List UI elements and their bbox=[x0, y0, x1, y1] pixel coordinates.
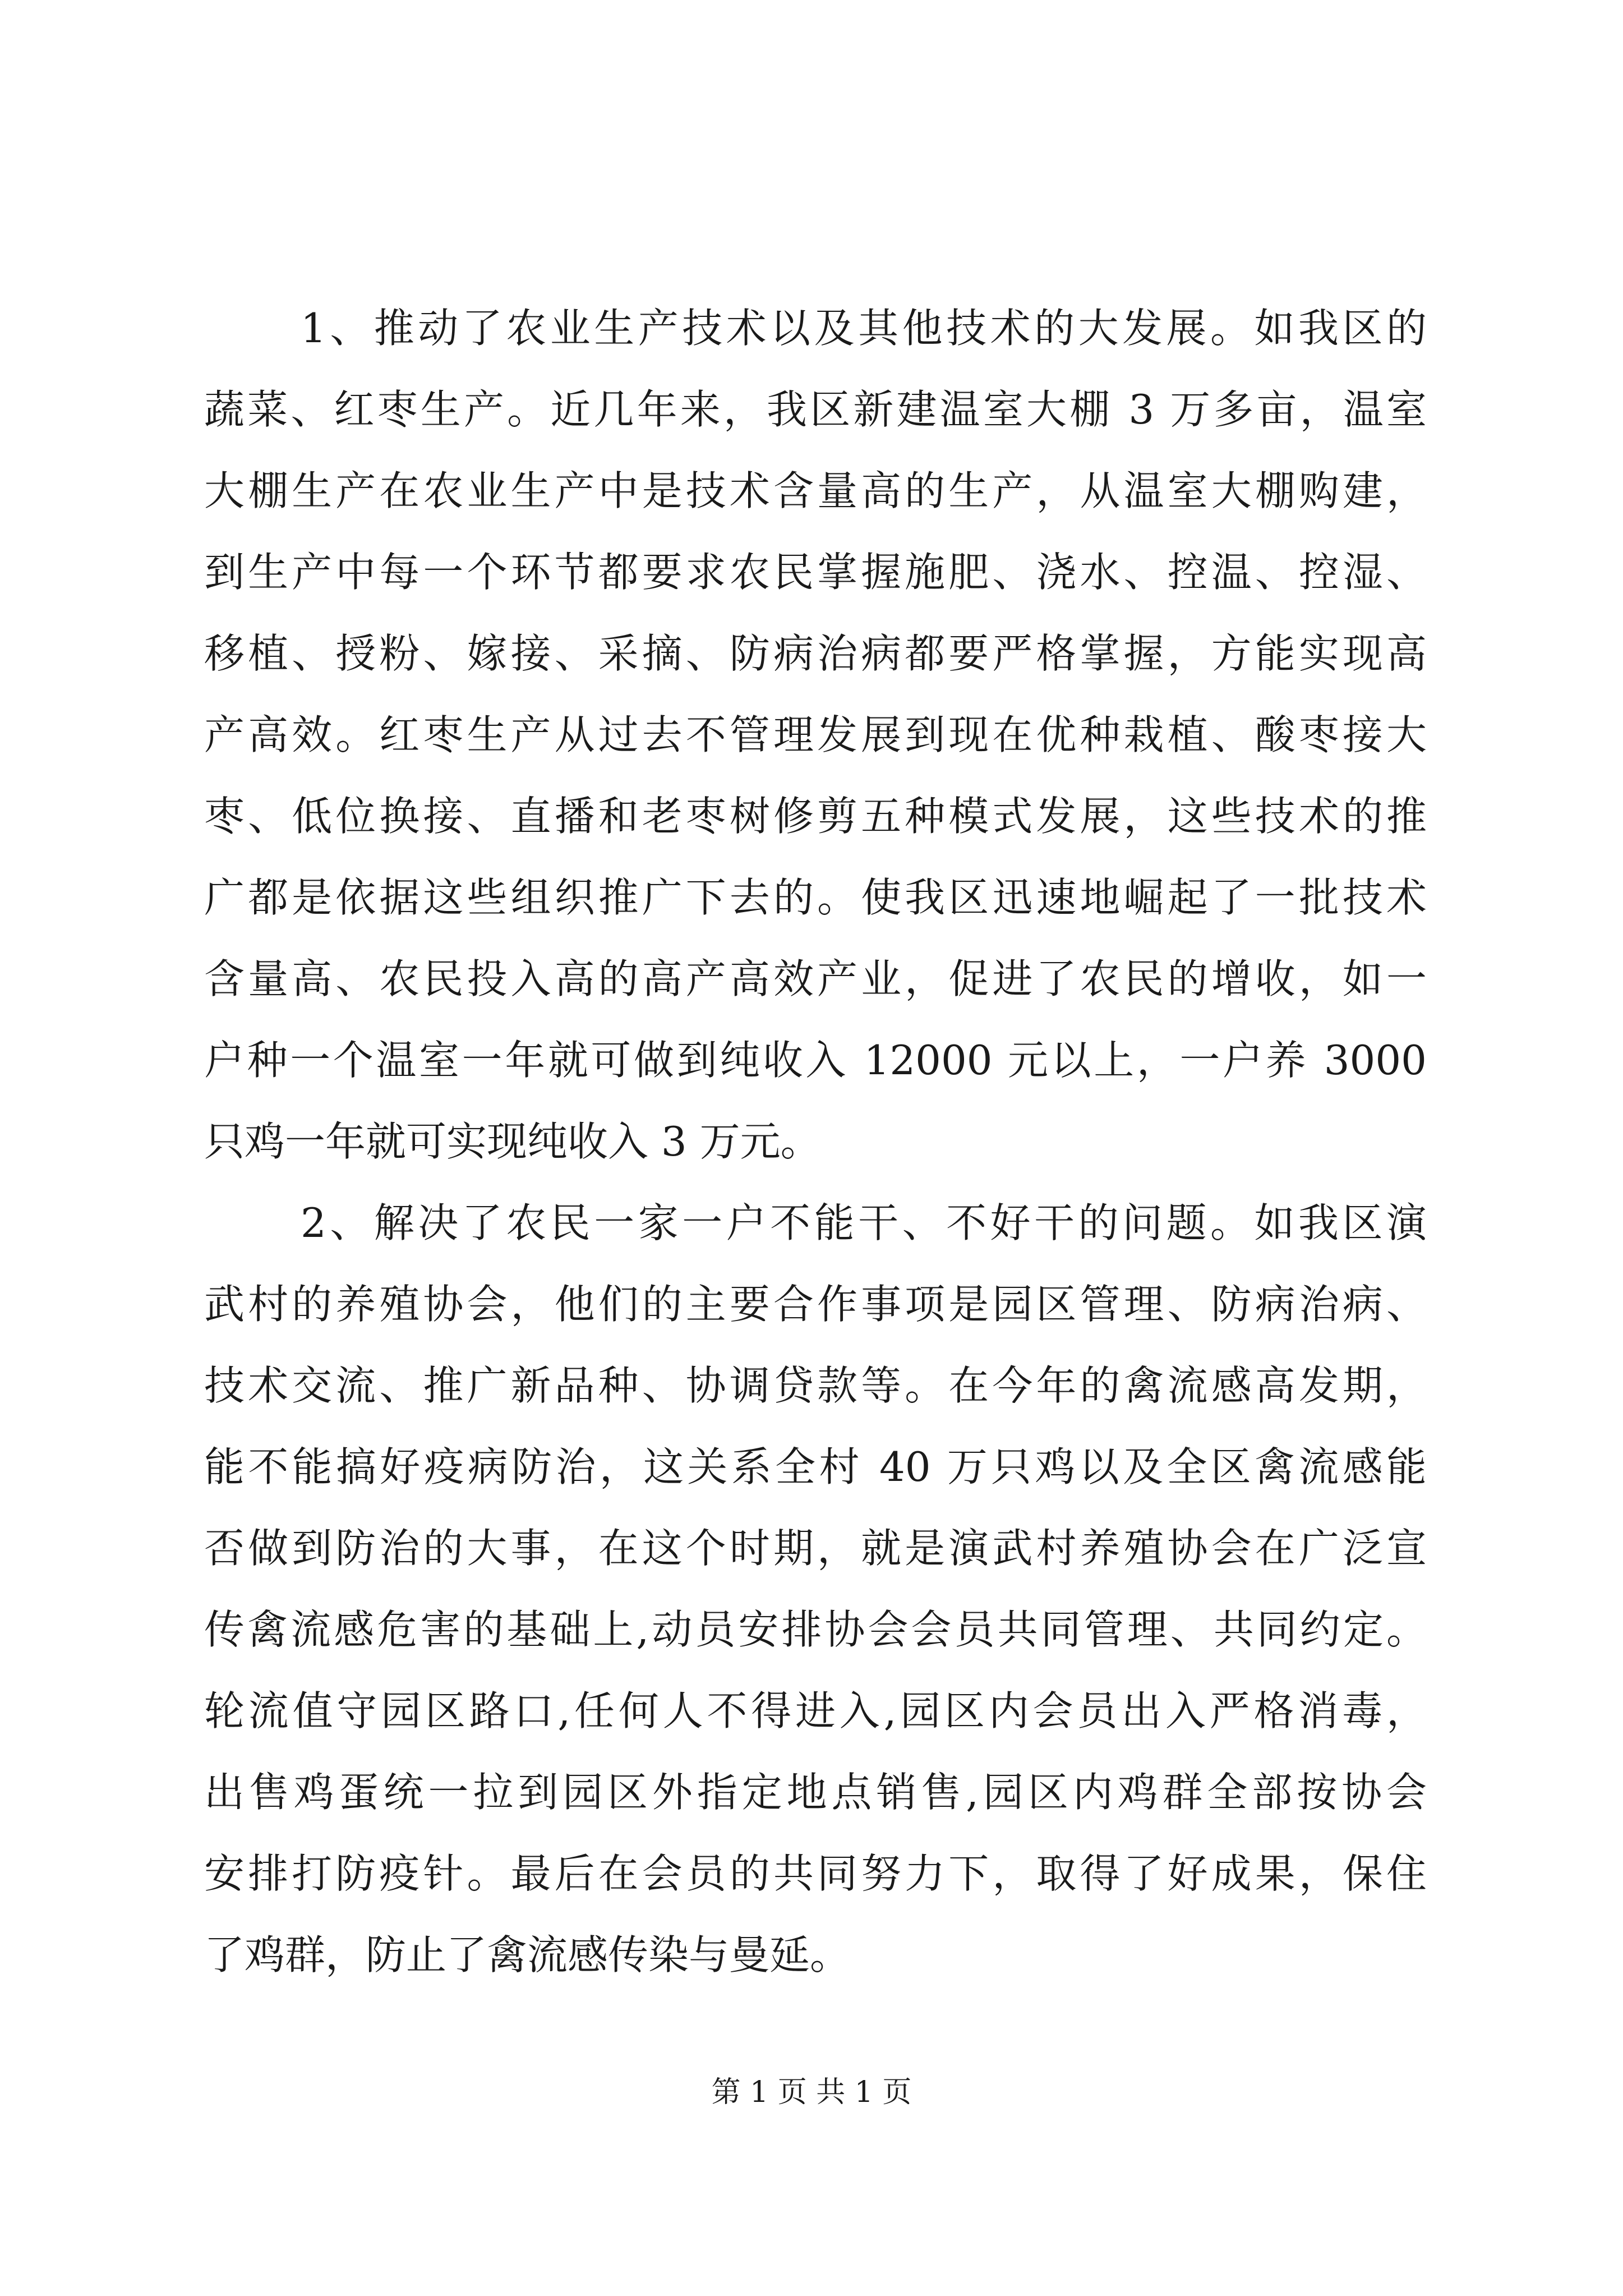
paragraph-1-line-9: 含量高、农民投入高的高产高效产业，促进了农民的增收，如一 bbox=[204, 955, 1427, 1002]
paragraph-1-line-2: 蔬菜、红枣生产。近几年来，我区新建温室大棚 3 万多亩，温室 bbox=[204, 386, 1427, 433]
paragraph-1-line-6: 产高效。红枣生产从过去不管理发展到现在优种栽植、酸枣接大 bbox=[204, 711, 1427, 758]
paragraph-1-line-1: 1、推动了农业生产技术以及其他技术的大发展。如我区的 bbox=[301, 305, 1427, 352]
paragraph-1-line-4: 到生产中每一个环节都要求农民掌握施肥、浇水、控温、控湿、 bbox=[204, 549, 1427, 596]
paragraph-1-line-8: 广都是依据这些组织推广下去的。使我区迅速地崛起了一批技术 bbox=[204, 874, 1427, 921]
paragraph-1-line-5: 移植、授粉、嫁接、采摘、防病治病都要严格掌握，方能实现高 bbox=[204, 630, 1427, 677]
paragraph-2-line-6: 传禽流感危害的基础上,动员安排协会会员共同管理、共同约定。 bbox=[204, 1606, 1427, 1653]
paragraph-2-line-8: 出售鸡蛋统一拉到园区外指定地点销售,园区内鸡群全部按协会 bbox=[204, 1769, 1427, 1816]
paragraph-2-line-10: 了鸡群，防止了禽流感传染与曼延。 bbox=[204, 1931, 851, 1978]
paragraph-2-line-4: 能不能搞好疫病防治，这关系全村 40 万只鸡以及全区禽流感能 bbox=[204, 1443, 1427, 1490]
paragraph-2-line-2: 武村的养殖协会，他们的主要合作事项是园区管理、防病治病、 bbox=[204, 1281, 1427, 1328]
paragraph-2-line-7: 轮流值守园区路口,任何人不得进入,园区内会员出入严格消毒， bbox=[204, 1687, 1427, 1734]
paragraph-2-line-1: 2、解决了农民一家一户不能干、不好干的问题。如我区演 bbox=[301, 1199, 1427, 1246]
paragraph-1-line-10: 户种一个温室一年就可做到纯收入 12000 元以上，一户养 3000 bbox=[204, 1037, 1427, 1084]
paragraph-2-line-5: 否做到防治的大事，在这个时期，就是演武村养殖协会在广泛宣 bbox=[204, 1525, 1427, 1572]
paragraph-1-line-3: 大棚生产在农业生产中是技术含量高的生产，从温室大棚购建， bbox=[204, 467, 1427, 514]
paragraph-1-line-11: 只鸡一年就可实现纯收入 3 万元。 bbox=[204, 1118, 821, 1165]
page-number-footer: 第 1 页 共 1 页 bbox=[711, 2076, 912, 2109]
paragraph-2-line-3: 技术交流、推广新品种、协调贷款等。在今年的禽流感高发期， bbox=[204, 1362, 1427, 1409]
paragraph-1-line-7: 枣、低位换接、直播和老枣树修剪五种模式发展，这些技术的推 bbox=[204, 793, 1427, 840]
paragraph-2-line-9: 安排打防疫针。最后在会员的共同努力下，取得了好成果，保住 bbox=[204, 1850, 1427, 1897]
